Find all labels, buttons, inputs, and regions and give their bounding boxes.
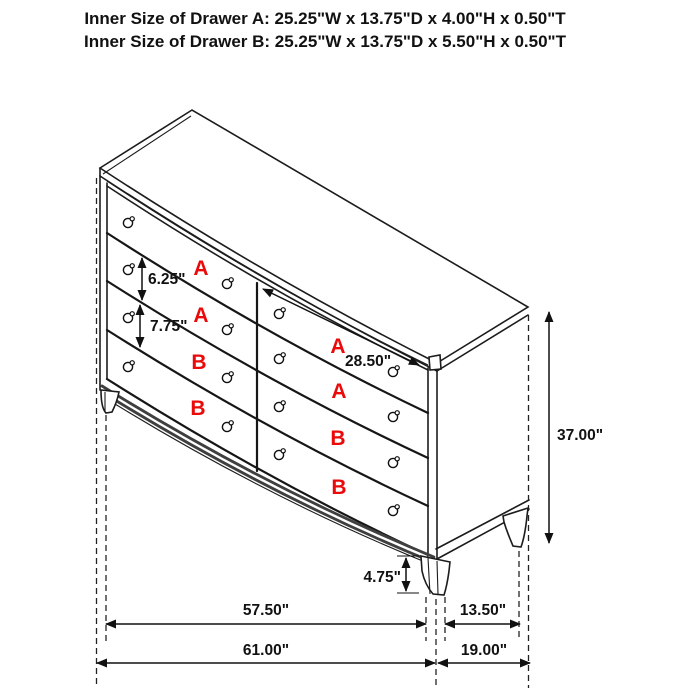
knob-icon xyxy=(123,312,134,323)
left-drawer-4-label: B xyxy=(190,397,206,420)
front-right-leg xyxy=(421,556,450,595)
knob-icon xyxy=(222,372,233,383)
back-right-leg xyxy=(503,508,528,547)
dim-label-overall-height: 37.00" xyxy=(557,427,604,444)
knob-icon xyxy=(123,217,134,228)
dim-label-drawer-a-height: 6.25" xyxy=(148,271,186,288)
dim-label-front-width: 57.50" xyxy=(242,602,290,619)
knob-icon xyxy=(123,361,134,372)
drawer-divider-4 xyxy=(107,379,428,555)
right-drawer-2-label: A xyxy=(331,380,347,403)
right-drawer-1-label: A xyxy=(330,335,346,358)
knob-icon xyxy=(274,449,285,460)
knob-icon xyxy=(274,308,285,319)
knob-icon xyxy=(388,411,399,422)
front-left-leg xyxy=(101,390,119,413)
legs xyxy=(101,390,528,595)
knob-icon xyxy=(222,324,233,335)
left-drawer-2-label: A xyxy=(193,304,209,327)
knob-icon xyxy=(388,457,399,468)
knob-icon xyxy=(222,278,233,289)
left-drawer-1-label: A xyxy=(193,257,209,280)
dim-label-leg-height: 4.75" xyxy=(363,569,401,586)
right-drawer-3-label: B xyxy=(330,427,346,450)
knob-icon xyxy=(274,401,285,412)
dim-label-right-bank-width: 28.50" xyxy=(345,353,392,370)
dim-label-overall-depth: 19.00" xyxy=(460,642,508,659)
knob-icon xyxy=(388,505,399,516)
right-drawer-4-label: B xyxy=(331,476,347,499)
top-corner-post xyxy=(429,355,441,370)
title-line-drawer-b: Inner Size of Drawer B: 25.25"W x 13.75"D x 5.50"H x 0.50"T xyxy=(83,32,566,51)
dim-label-drawer-b-height: 7.75" xyxy=(150,318,188,335)
dim-label-side-depth: 13.50" xyxy=(459,602,507,619)
dimension-annotations xyxy=(97,258,603,663)
knob-icon xyxy=(222,421,233,432)
dim-label-overall-width: 61.00" xyxy=(242,642,290,659)
left-drawer-3-label: B xyxy=(191,351,207,374)
title-line-drawer-a: Inner Size of Drawer A: 25.25"W x 13.75"D x 4.00"H x 0.50"T xyxy=(84,9,566,28)
knob-icon xyxy=(274,353,285,364)
knob-icon xyxy=(123,264,134,275)
base-molding-upper xyxy=(102,386,434,557)
